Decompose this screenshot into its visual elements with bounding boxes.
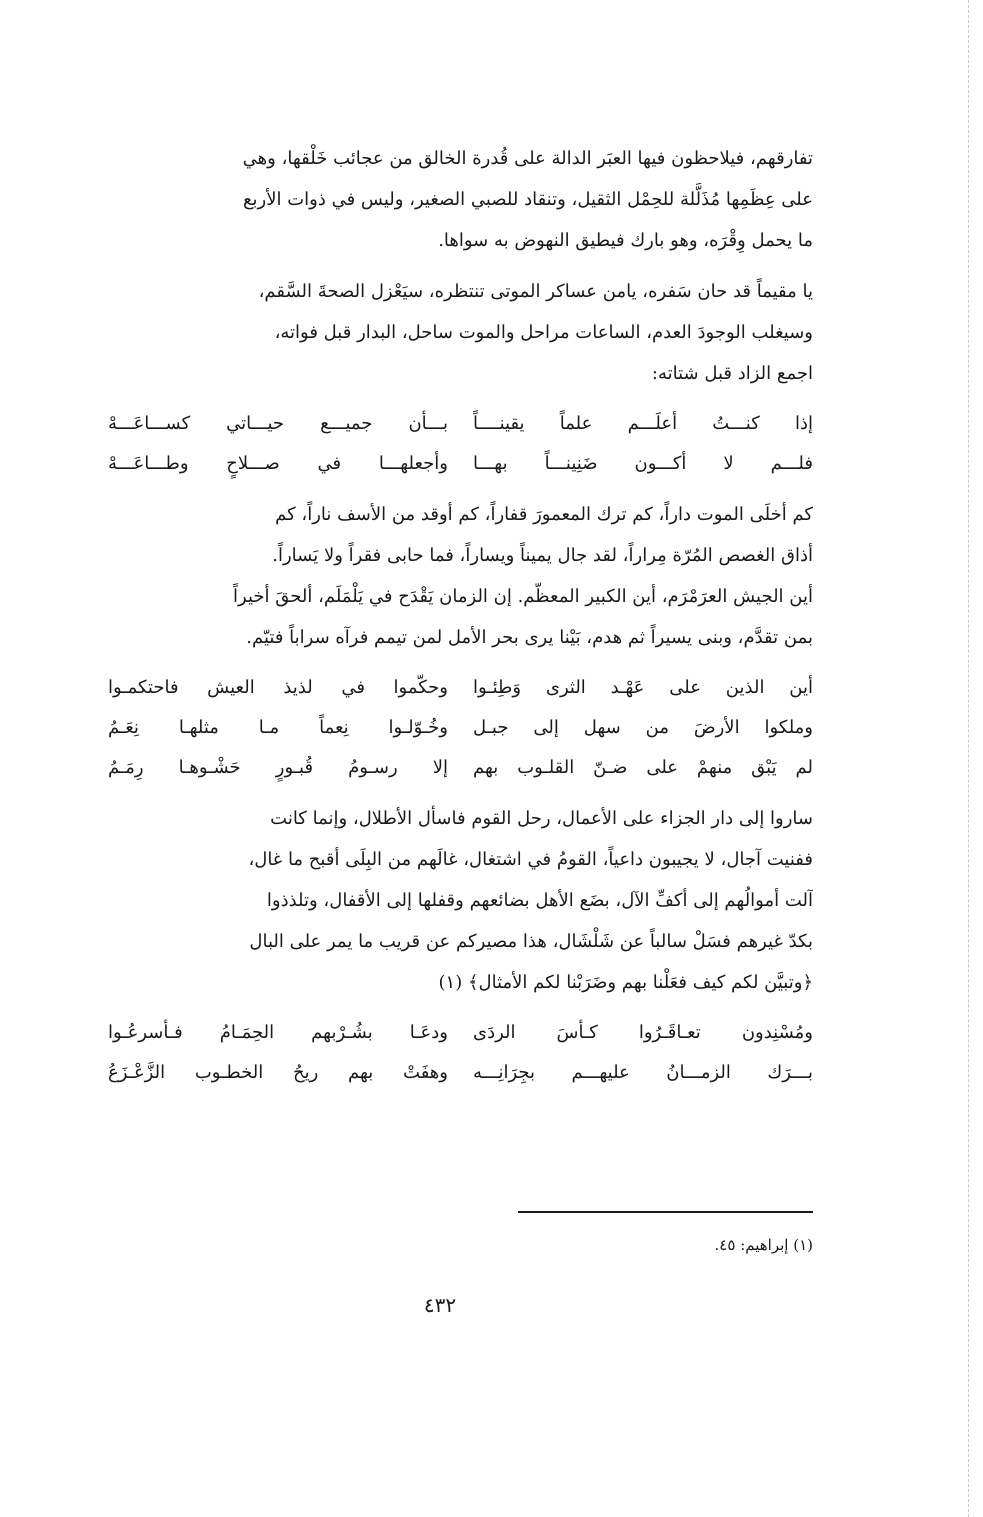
paragraph-line: كم أخلَى الموت داراً، كم ترك المعمورَ قفاراً، كم أوقد من الأسف ناراً، كم — [275, 504, 813, 525]
verse-second-hemistich: وحكّموا في لذيذ العيش فاحتكمـوا — [108, 677, 448, 698]
paragraph-line: ساروا إلى دار الجزاء على الأعمال، رحل القوم فاسأل الأطلال، وإنما كانت — [270, 808, 813, 829]
footnote: (١) إبراهيم: ٤٥. — [714, 1236, 813, 1254]
paragraph-line: بكدّ غيرهم فسَلْ سالباً عن شَلْشَال، هذا مصيركم عن قريب ما يمر على البال — [249, 931, 813, 952]
verse-first-hemistich: فلـــم لا أكـــون ضَنِينـــاً بهـــا — [473, 453, 813, 474]
paragraph-line: أذاق الغصص المُرّة مِراراً، لقد جال يميناً ويساراً، فما حابى فقراً ولا يَساراً. — [272, 545, 813, 566]
verse-block-1 — [108, 404, 813, 484]
verse-second-hemistich: ودعَـا بشُـرْبهم الحِمَـامُ فـأسرعُـوا — [108, 1022, 448, 1043]
verse-second-hemistich: وخُـوّلـوا نِعماً مـا مثلهـا نِعَـمُ — [108, 717, 448, 738]
footnote-separator — [518, 1211, 813, 1213]
paragraph-line: أين الجيش العرَمْرَم، أين الكبير المعظّم. إن الزمان يَقْدَح في يَلْمَلَم، ألحقَ أخيراً — [233, 586, 813, 607]
page-edge-line — [968, 0, 970, 1517]
paragraph-line: بمن تقدَّم، وبنى يسيراً ثم هدم، بَيْنا يرى بحر الأمل لمن تيمم فرآه سراباً فتيّم. — [246, 627, 813, 648]
verse-row — [108, 444, 813, 484]
paragraph-line-quran-quote: ﴿وتبيَّن لكم كيف فعَلْنا بهم وضَرَبْنا لكم الأمثال﴾ (١) — [438, 972, 813, 993]
verse-first-hemistich: إذا كنـــتُ أعلَـــم علماً يقينــــاً — [473, 413, 813, 434]
paragraph-4 — [108, 798, 813, 1003]
verse-block-2 — [108, 668, 813, 788]
verse-first-hemistich: لم يَبْق منهمْ على ضـنّ القلـوب بهم — [473, 757, 813, 778]
page-number: ٤٣٢ — [423, 1293, 457, 1317]
verse-first-hemistich: وملكوا الأرضَ من سهل إلى جبـل — [473, 717, 813, 738]
paragraph-1 — [108, 138, 813, 261]
paragraph-3 — [108, 494, 813, 658]
verse-row — [108, 404, 813, 444]
paragraph-line: على عِظَمِها مُذَلَّلة للحِمْل الثقيل، وتنقاد للصبي الصغير، وليس في ذوات الأربع — [242, 189, 813, 210]
verse-row — [108, 708, 813, 748]
paragraph-line: تفارقهم، فيلاحظون فيها العبَر الدالة على قُدرة الخالق من عجائب خَلْقها، وهي — [242, 148, 813, 169]
paragraph-line: ما يحمل وِقْرَه، وهو بارك فيطيق النهوض به سواها. — [438, 230, 813, 251]
paragraph-2 — [108, 271, 813, 394]
paragraph-line: وسيغلب الوجودَ العدم، الساعات مراحل والموت ساحل، البدار قبل فواته، — [274, 322, 813, 343]
verse-row — [108, 748, 813, 788]
paragraph-line: ففنيت آجال، لا يجيبون داعياً، القومُ في اشتغال، غالَهم من البِلَى أقبح ما غال، — [248, 849, 813, 870]
verse-second-hemistich: وأجعلهـــا في صـــلاحٍ وطـــاعَـــهْ — [108, 453, 448, 474]
verse-block-3 — [108, 1013, 813, 1093]
verse-second-hemistich: بـــأن جميـــع حيـــاتي كســـاعَـــهْ — [108, 413, 448, 434]
verse-second-hemistich: إلا رسـومُ قُبـورٍ حَشْـوهـا رِمَـمُ — [108, 757, 448, 778]
page-body — [108, 138, 813, 1103]
verse-first-hemistich: أين الذين على عَهْـد الثرى وَطِئـوا — [473, 677, 813, 698]
verse-first-hemistich: بـــرَك الزمـــانُ عليهـــم بجِرَانِـــه — [473, 1062, 813, 1083]
paragraph-line: اجمع الزاد قبل شتاته: — [651, 363, 813, 384]
verse-row — [108, 668, 813, 708]
paragraph-line: يا مقيماً قد حان سَفره، يامن عساكر الموتى تنتظره، سيَعْزل الصحةَ السَّقم، — [258, 281, 813, 302]
paragraph-line: آلت أموالُهم إلى أكفِّ الآل، بضَع الأهل بضائعهم وقفلها إلى الأقفال، وتلذذوا — [266, 890, 813, 911]
verse-row — [108, 1053, 813, 1093]
verse-first-hemistich: ومُسْنِدون تعـاقَـرُوا كـأسَ الردَى — [473, 1022, 813, 1043]
verse-row — [108, 1013, 813, 1053]
verse-second-hemistich: وهفَتْ بهم ريحُ الخطـوب الزَّعْـزَعُ — [108, 1062, 448, 1083]
